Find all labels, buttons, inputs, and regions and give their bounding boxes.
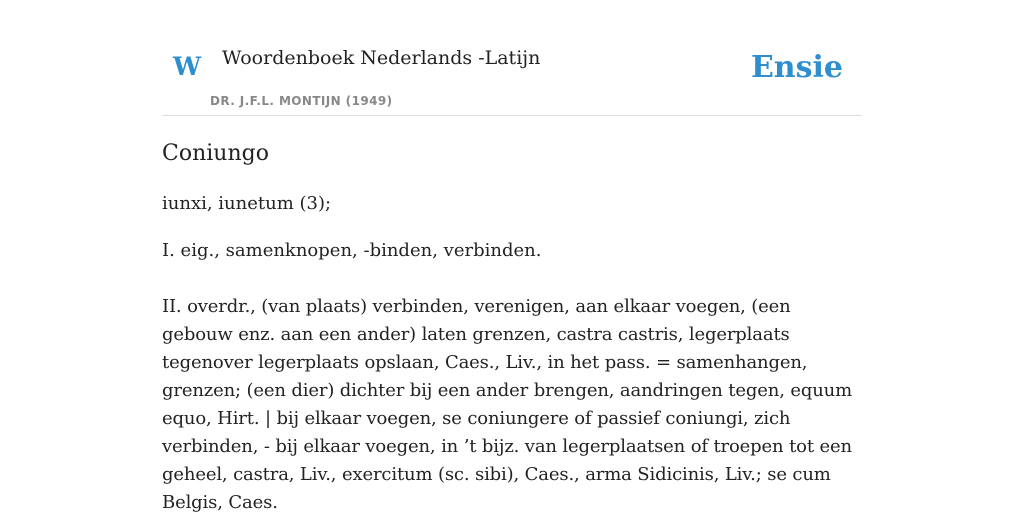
entry-sense-2: II. overdr., (van plaats) verbinden, verenigen, aan elkaar voegen, (een gebouw enz. aan een ander) laten grenzen, castra castris, legerplaats tegenover legerplaats opslaan, Caes., Liv., in het pass. = samenhangen, grenzen; (een dier) dichter bij een ander brengen, aandringen tegen, equum equo, Hirt. | bij elkaar voegen, se coniungere of passief coniungi, zich verbinden, - bij elkaar voegen, in ’t bijz. van legerplaatsen of troepen tot een geheel, castra, Liv., exercitum (sc. sibi), Caes., arma Sidicinis, Liv.; se cum Belgis, Caes. [162, 296, 853, 512]
ensie-brand-link[interactable]: Ensie [750, 50, 843, 85]
entry-title: Coniungo [162, 141, 269, 166]
dictionary-title[interactable]: Woordenboek Nederlands -Latijn [222, 47, 541, 69]
entry-forms: iunxi, iunetum (3); [162, 193, 332, 214]
dictionary-author: DR. J.F.L. MONTIJN (1949) [210, 94, 393, 108]
dictionary-header [162, 36, 862, 116]
entry-body [162, 190, 862, 512]
dictionary-logo[interactable]: W [173, 52, 202, 81]
entry-sense-1: I. eig., samenknopen, -binden, verbinden. [162, 240, 542, 261]
